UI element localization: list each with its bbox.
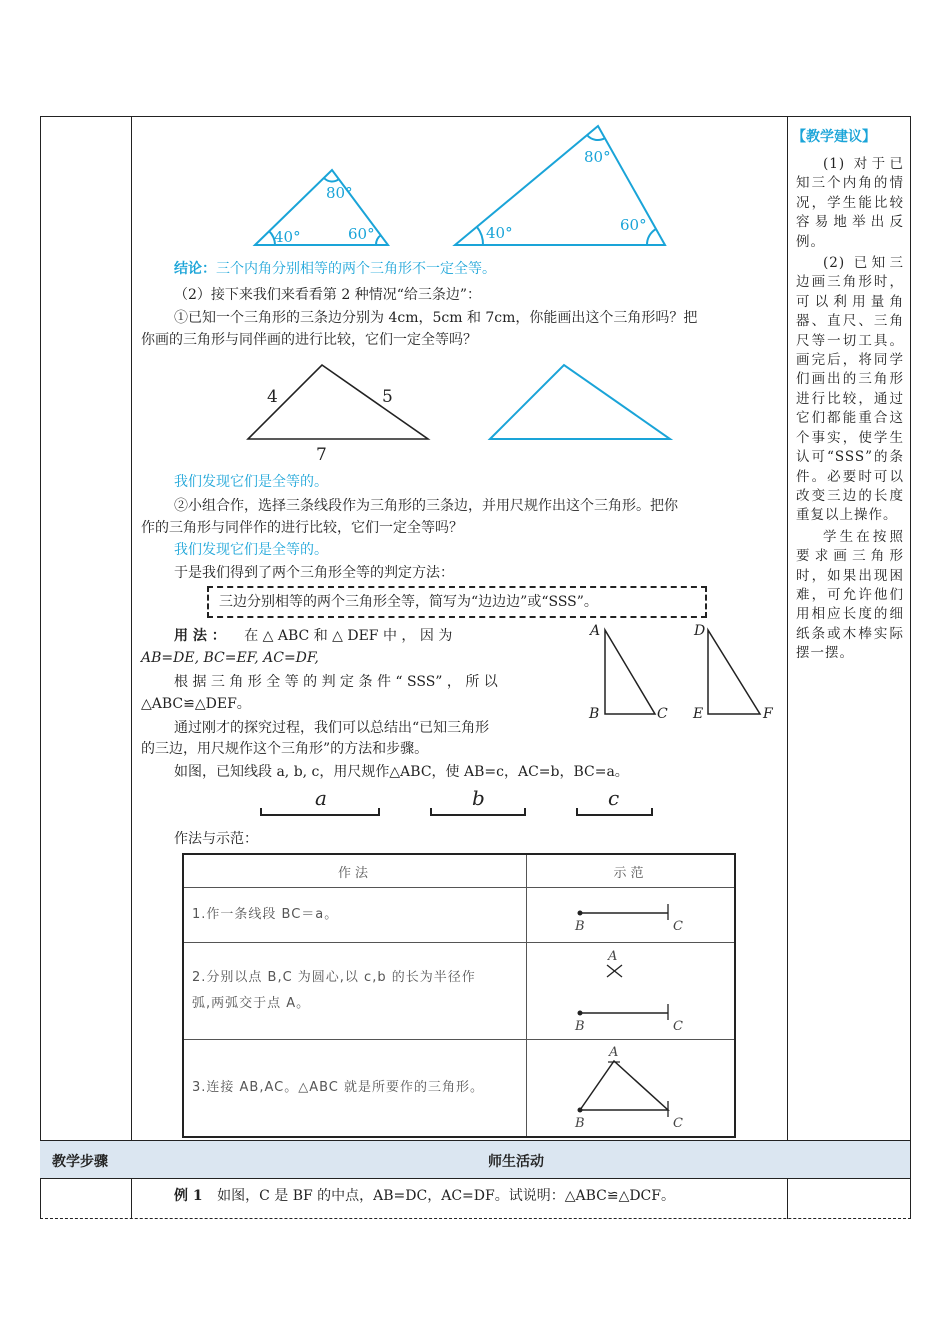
step-1-demo [527,888,736,943]
conclusion-label: 结论： [174,261,216,277]
step1-point-C: C [673,919,683,934]
frame-left [40,116,41,1219]
step-3-demo [527,1040,736,1138]
frame-right [910,116,911,1219]
segment-c [576,814,653,816]
usage-line-3: 根 据 三 角 形 全 等 的 判 定 条 件 “ SSS” ， 所 以 [174,674,498,690]
question2-line2: 作的三角形与同伴作的进行比较，它们一定全等吗？ [141,520,463,536]
conclusion-text: 三个内角分别相等的两个三角形不一定全等。 [216,261,496,277]
triangle-DEF [708,630,760,714]
conclusion-line [174,259,496,279]
side-length-7: 7 [316,445,327,465]
large-angle-arc-bottom-left [477,227,483,245]
example-1-label: 例 1 [174,1188,203,1204]
large-angle-arc-top [587,135,605,140]
triangle-457-copy [490,365,670,439]
explore-line-2: 的三边，用尺规作这个三角形”的方法和步骤。 [141,741,429,757]
table-header-demo: 示范 [527,854,736,888]
finding-2: 我们发现它们是全等的。 [174,542,328,558]
question2-line1: ②小组合作，选择三条线段作为三角形的三条边，并用尺规作出这个三角形。把你 [174,498,678,514]
segment-a [260,814,380,816]
step-2-text [183,943,527,1040]
angle-triangles-figure [240,118,680,253]
teacher-student-activity-header: 师生活动 [488,1154,544,1170]
segment-b [430,814,526,816]
point-F-label: F [763,706,773,722]
sss-rule-text: 三边分别相等的两个三角形全等，简写为“边边边”或“SSS”。 [219,594,598,610]
step-1-text: 1.作一条线段 BC＝a。 [183,888,527,943]
finding-1: 我们发现它们是全等的。 [174,474,328,490]
usage-line-4: △ABC≌△DEF。 [141,696,251,712]
question1-line2: 你画的三角形与同伴画的进行比较，它们一定全等吗？ [141,332,477,348]
step2-point-C: C [673,1019,683,1034]
frame-top [40,116,911,117]
step-2-diagram [527,943,734,1035]
step-2-line-2: 弧,两弧交于点 A。 [192,996,311,1011]
step2-point-B: B [575,1019,585,1034]
sss-rule-box [207,586,707,618]
large-angle-arc-bottom-right [647,229,656,245]
small-angle-60-label: 60° [348,225,375,243]
small-angle-80-label: 80° [326,184,353,202]
teaching-steps-header: 教学步骤 [52,1154,108,1170]
sidebar-title: 【教学建议】 [792,129,876,145]
header-top-line [40,1140,911,1141]
point-B-label: B [589,706,600,722]
bottom-dashed-line [40,1218,911,1219]
small-angle-arc-bottom-right [376,235,381,245]
sidebar-note-1: (1) 对于已知三个内角的情况，学生能比较容易地举出反例。 [796,156,904,250]
example-1-line [174,1186,675,1206]
header-bottom-line [40,1178,911,1179]
construction-table [182,853,736,1138]
col-divider-2 [787,116,788,1140]
point-D-label: D [694,623,706,639]
small-angle-arc-top [324,178,339,181]
large-angle-80-label: 80° [584,148,611,166]
segment-a-label: a [315,786,327,810]
given-segments-line: 如图，已知线段 a, b, c，用尺规作△ABC，使 AB=c，AC=b，BC=a。 [174,764,629,780]
table-header-method: 作法 [183,854,527,888]
sidebar-note-3: 学生在按照要求画三角形时，如果出现困难，可允许他们用相应长度的细纸条或木棒实际摆一摆。 [796,528,904,662]
step1-point-B: B [575,919,585,934]
sidebar-note-2: (2) 已知三边画三角形时，可以利用量角器、直尺、三角尺等一切工具。画完后，将同学们画出的三角形进行比较，通过它们都能重合这个事实，使学生认可“SSS”的条件。必要时可以改变三边的长度重复以上操作。 [796,255,904,524]
step3-point-B: B [575,1116,585,1131]
step-2-demo [527,943,736,1040]
side-length-4: 4 [267,387,278,407]
sidebar-notes [796,155,904,664]
method-intro: 于是我们得到了两个三角形全等的判定方法： [174,565,454,581]
segment-c-label: c [608,786,620,810]
construction-label: 作法与示范： [174,831,258,847]
step-2-line-1: 2.分别以点 B,C 为圆心,以 c,b 的长为半径作 [192,970,476,985]
segment-b-label: b [472,786,485,810]
congruent-right-triangles [585,618,780,726]
small-angle-40-label: 40° [274,228,301,246]
usage-label: 用 法 ： [174,628,226,644]
point-A-label: A [590,623,601,639]
case2-intro: （2）接下来我们来看看第 2 种情况“给三条边”： [174,287,482,303]
usage-line-1 [174,626,452,646]
question1-line1: ①已知一个三角形的三条边分别为 4cm，5cm 和 7cm，你能画出这个三角形吗？把 [174,310,698,326]
section-header-row [40,1140,910,1178]
large-angle-40-label: 40° [486,224,513,242]
point-E-label: E [693,706,704,722]
step-3-text: 3.连接 AB,AC。△ABC 就是所要作的三角形。 [183,1040,527,1138]
side-triangles-figure [240,360,680,465]
large-angle-60-label: 60° [620,216,647,234]
step2-point-A: A [608,949,618,964]
point-C-label: C [657,706,668,722]
example-1-text: 如图，C 是 BF 的中点，AB=DC，AC=DF。试说明：△ABC≌△DCF。 [217,1188,675,1204]
triangle-ABC [605,630,655,714]
step3-point-C: C [673,1116,683,1131]
step-3-diagram [527,1040,734,1132]
step-1-diagram [527,888,734,938]
col-divider-2b [787,1179,788,1219]
col-divider-1 [131,116,132,1219]
side-length-5: 5 [382,387,393,407]
usage-line-2: AB=DE, BC=EF, AC=DF, [141,650,319,666]
usage-text-1: 在 △ ABC 和 △ DEF 中 ， 因 为 [244,628,453,644]
step3-point-A: A [609,1045,619,1060]
explore-line-1: 通过刚才的探究过程，我们可以总结出“已知三角形 [174,720,490,736]
